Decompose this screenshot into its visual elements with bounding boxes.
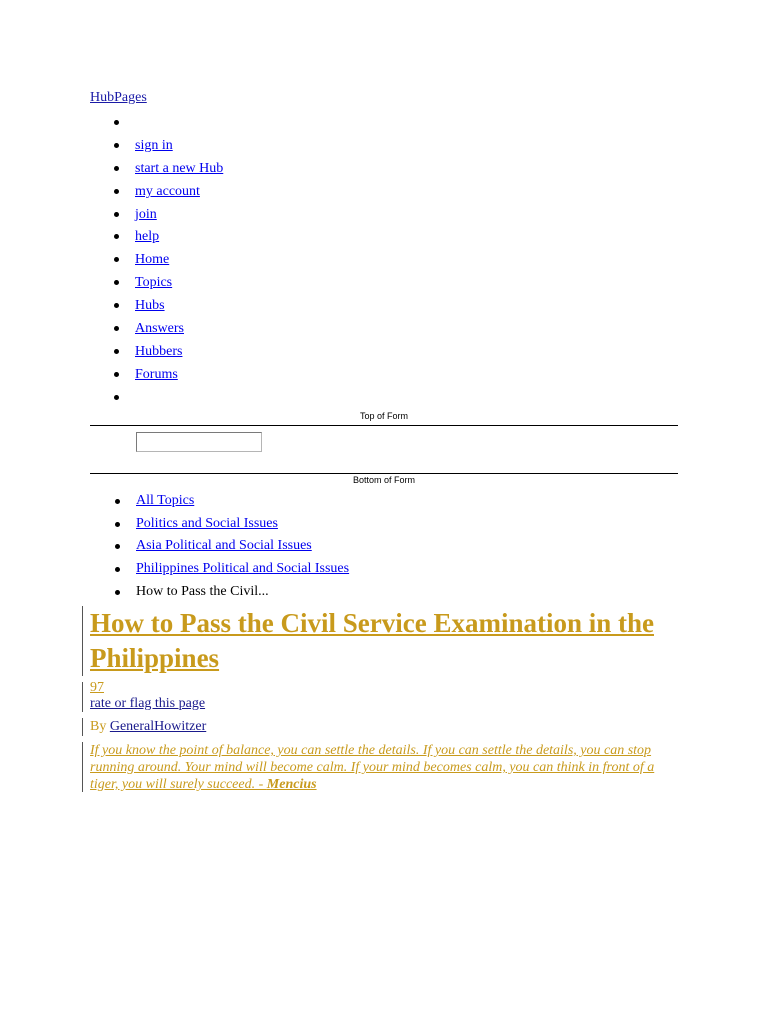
by-label: By <box>90 719 107 734</box>
nav-item-hubs[interactable] <box>90 295 223 318</box>
home-link[interactable]: Home <box>135 252 170 268</box>
nav-item-topics[interactable] <box>90 272 223 295</box>
nav-item-answers[interactable] <box>90 318 223 341</box>
page-title[interactable]: How to Pass the Civil Service Examination in the Philippines <box>90 608 654 673</box>
nav-item-home[interactable] <box>90 249 223 272</box>
nav-item-forums[interactable] <box>90 364 223 387</box>
author-link[interactable]: GeneralHowitzer <box>109 719 207 734</box>
form-bottom-divider <box>90 473 678 474</box>
nav-item-hubbers[interactable] <box>90 341 223 364</box>
hub-score[interactable]: 97 <box>90 680 104 695</box>
byline <box>90 719 206 735</box>
breadcrumb <box>90 490 349 603</box>
help-link[interactable]: help <box>135 229 160 245</box>
hubs-link[interactable]: Hubs <box>135 298 165 314</box>
byline-left-bar <box>82 718 83 736</box>
breadcrumb-all-topics[interactable]: All Topics <box>136 493 195 508</box>
breadcrumb-item[interactable] <box>90 513 349 536</box>
top-of-form-label: Top of Form <box>359 411 408 421</box>
breadcrumb-current: How to Pass the Civil... <box>90 581 349 604</box>
title-left-bar <box>82 606 83 676</box>
hubbers-link[interactable]: Hubbers <box>135 343 183 359</box>
score-left-bar <box>82 682 83 712</box>
hubpages-logo-link[interactable]: HubPages <box>90 90 147 105</box>
bottom-of-form-label: Bottom of Form <box>352 475 415 485</box>
form-top-divider <box>90 425 678 426</box>
top-nav <box>90 112 223 410</box>
sign-in-link[interactable]: sign in <box>135 137 173 153</box>
opening-quote: If you know the point of balance, you can settle the details. If you can settle the details, you can stop running around. Your mind will become calm. If your mind becomes calm, you can think in front of a tiger, you will surely succeed. - Mencius <box>90 743 655 792</box>
nav-item-empty <box>90 112 223 135</box>
search-input[interactable] <box>136 432 262 452</box>
forums-link[interactable]: Forums <box>135 366 178 382</box>
topics-link[interactable]: Topics <box>135 275 173 291</box>
breadcrumb-item[interactable] <box>90 535 349 558</box>
my-account-link[interactable]: my account <box>135 183 200 199</box>
rate-flag-link[interactable]: rate or flag this page <box>90 696 206 711</box>
nav-item-join[interactable] <box>90 204 223 227</box>
breadcrumb-philippines[interactable]: Philippines Political and Social Issues <box>136 561 350 577</box>
quote-author: Mencius <box>266 777 317 792</box>
breadcrumb-item[interactable] <box>90 558 349 581</box>
nav-item-start-hub[interactable] <box>90 158 223 181</box>
nav-item-my-account[interactable] <box>90 181 223 204</box>
answers-link[interactable]: Answers <box>135 321 184 337</box>
nav-item-sign-in[interactable] <box>90 135 223 158</box>
quote-left-bar <box>82 742 83 792</box>
join-link[interactable]: join <box>135 206 157 222</box>
breadcrumb-item[interactable] <box>90 490 349 513</box>
breadcrumb-politics[interactable]: Politics and Social Issues <box>136 515 278 531</box>
start-hub-link[interactable]: start a new Hub <box>135 160 224 176</box>
breadcrumb-asia[interactable]: Asia Political and Social Issues <box>136 538 312 554</box>
nav-item-help[interactable] <box>90 226 223 249</box>
nav-item-empty <box>90 387 223 410</box>
